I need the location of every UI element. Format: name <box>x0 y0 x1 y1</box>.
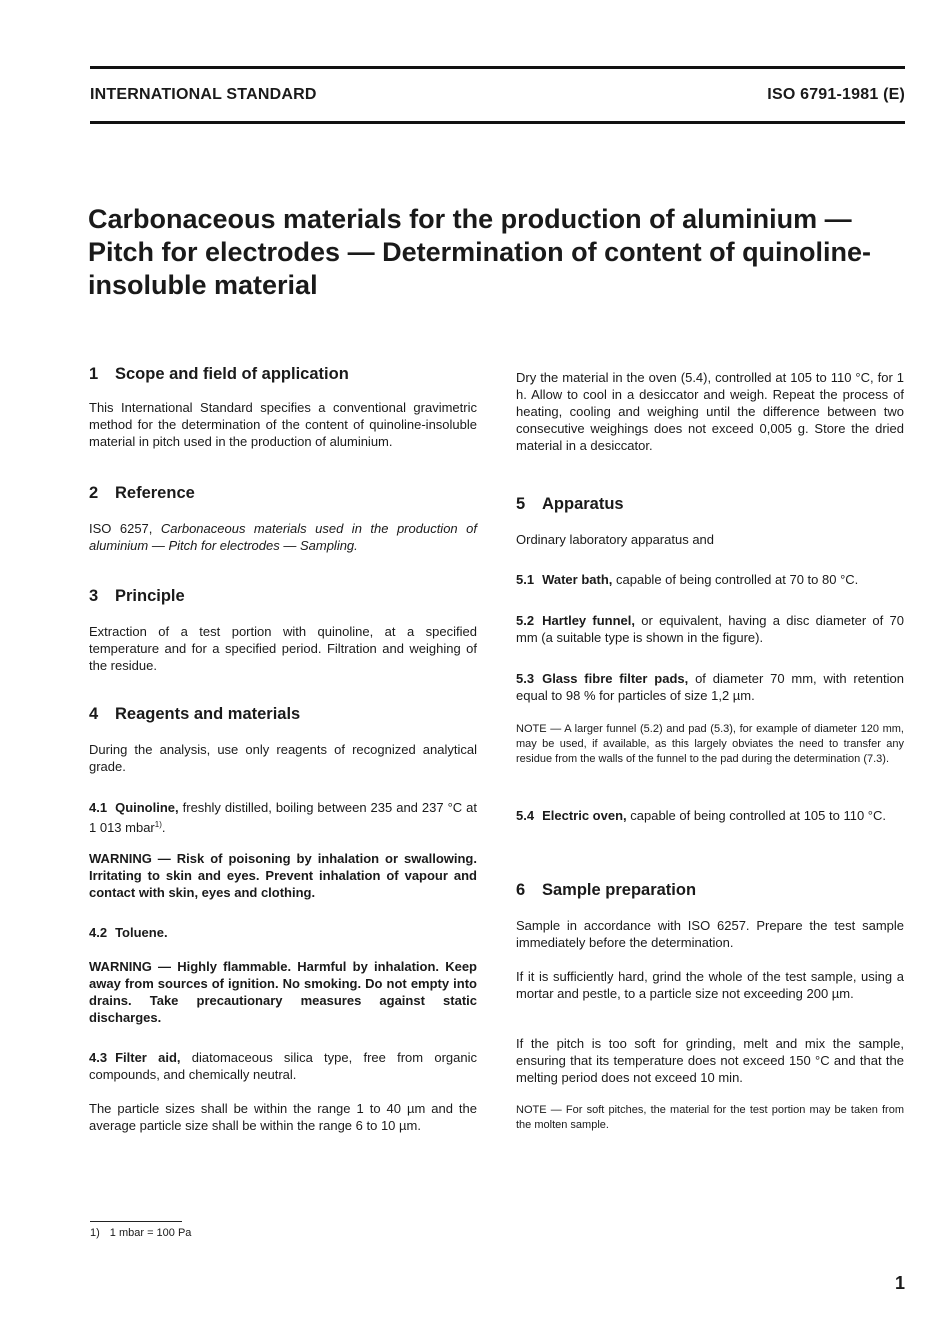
section-3-text: Extraction of a test portion with quinoline, at a specified temperature and for a specified period. Filtration and weighing of the residue. <box>89 624 477 673</box>
section-1-heading: 1 Scope and field of application <box>89 365 349 383</box>
warning-toluene: WARNING — Highly flammable. Harmful by inhalation. Keep away from sources of ignition. No smoking. Do not empty into drains. Take precautionary measures against static discharges. <box>89 959 477 1025</box>
particle-size-text: The particle sizes shall be within the range 1 to 40 µm and the average particle size shall be within the range 6 to 10 µm. <box>89 1101 477 1133</box>
header-doc-number: ISO 6791-1981 (E) <box>767 86 905 103</box>
section-6-p3: If the pitch is too soft for grinding, melt and mix the sample, ensuring that its temperature does not exceed 150 °C and that the melting period does not exceed 10 min. <box>516 1036 904 1085</box>
clause-5-3: 5.3 Glass fibre filter pads, of diameter 70 mm, with retention equal to 98 % for particles of size 1,2 µm. <box>516 671 904 703</box>
clause-5-2: 5.2 Hartley funnel, or equivalent, having a disc diameter of 70 mm (a suitable type is shown in the figure). <box>516 613 904 645</box>
section-2-heading: 2 Reference <box>89 484 195 502</box>
section-5-intro: Ordinary laboratory apparatus and <box>516 532 715 547</box>
section-6 <box>516 881 904 951</box>
section-2-text: ISO 6257, Carbonaceous materials used in the production of aluminium — Pitch for electrodes — Sampling. <box>89 521 477 553</box>
clause-4-3: 4.3 Filter aid, diatomaceous silica type, free from organic compounds, and chemically neutral. <box>89 1050 477 1082</box>
drying-text: Dry the material in the oven (5.4), controlled at 105 to 110 °C, for 1 h. Allow to cool in a desiccator and weigh. Repeat the process of heating, cooling and weighing until the difference between two consecutive weighings does not exceed 0,005 g. Store the dried material in a desiccator. <box>516 370 904 453</box>
section-5 <box>516 495 904 548</box>
section-1-text: This International Standard specifies a conventional gravimetric method for the determination of the content of quinoline-insoluble material in pitch used in the production of aluminium. <box>89 400 477 449</box>
section-6-p1: Sample in accordance with ISO 6257. Prepare the test sample immediately before the determination. <box>516 918 904 950</box>
section-3-heading: 3 Principle <box>89 587 185 605</box>
header-bottom-rule <box>90 121 905 124</box>
section-3 <box>89 587 477 674</box>
warning-quinoline: WARNING — Risk of poisoning by inhalation or swallowing. Irritating to skin and eyes. Prevent inhalation of vapour and contact with skin, eyes and clothing. <box>89 851 477 900</box>
footnote: 1) 1 mbar = 100 Pa <box>90 1227 192 1239</box>
section-4-intro: During the analysis, use only reagents of recognized analytical grade. <box>89 742 477 774</box>
header-top-rule <box>90 66 905 69</box>
clause-5-4: 5.4 Electric oven, capable of being controlled at 105 to 110 °C. <box>516 808 886 823</box>
document-title: Carbonaceous materials for the production of aluminium — Pitch for electrodes — Determination of content of quinoline-insoluble material <box>88 204 872 300</box>
footnote-ref: 1) <box>154 820 162 829</box>
section-6-heading: 6 Sample preparation <box>516 881 697 899</box>
section-4 <box>89 705 477 775</box>
page-number: 1 <box>894 1273 905 1293</box>
clause-4-2: 4.2 Toluene. <box>89 925 168 940</box>
section-1 <box>89 365 477 450</box>
apparatus-note: NOTE — A larger funnel (5.2) and pad (5.3), for example of diameter 120 mm, may be used, if available, as this largely obviates the need to transfer any residue from the walls of the funnel to the pad during the determination (7.3). <box>516 723 904 765</box>
sample-note: NOTE — For soft pitches, the material for the test portion may be taken from the molten sample. <box>516 1104 904 1131</box>
footnote-rule <box>90 1221 182 1222</box>
section-6-p2: If it is sufficiently hard, grind the whole of the test sample, using a mortar and pestle, to a particle size not exceeding 200 µm. <box>516 969 904 1001</box>
clause-4-1: 4.1 Quinoline, freshly distilled, boiling between 235 and 237 °C at 1 013 mbar$^{1)}$. <box>89 800 477 835</box>
section-2 <box>89 484 477 554</box>
section-5-heading: 5 Apparatus <box>516 495 624 513</box>
section-4-heading: 4 Reagents and materials <box>89 705 301 723</box>
header-doc-type: INTERNATIONAL STANDARD <box>90 86 317 103</box>
clause-5-1: 5.1 Water bath, capable of being controlled at 70 to 80 °C. <box>516 572 859 587</box>
